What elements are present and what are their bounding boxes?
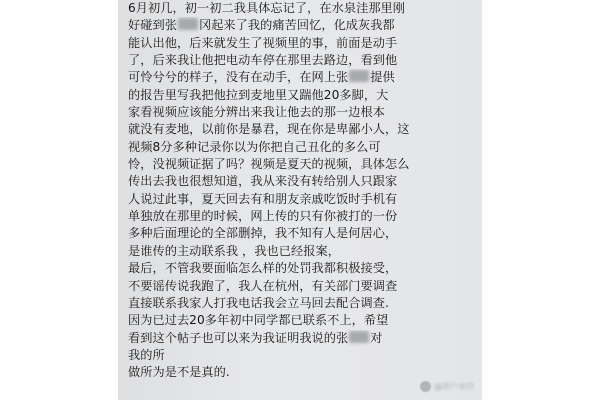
post-line: 能认出他，后来就发生了视频里的事，前面是动手 bbox=[128, 35, 398, 50]
weibo-logo-icon bbox=[420, 381, 431, 392]
post-line: 传出去我也很想知道，我从来没有转给别人只跟家 bbox=[128, 174, 398, 189]
redacted-name bbox=[349, 331, 369, 343]
post-line: 好碰到张 冈起来了我的痛苦回忆，化成灰我都 bbox=[128, 18, 395, 33]
post-line: 看到这个帖子也可以来为我证明我说的张 对 bbox=[128, 330, 383, 345]
post-line: 直接联系我家人打我电话我会立马回去配合调查. bbox=[128, 295, 389, 310]
post-line: 不要谣传说我跑了，我人在杭州，有关部门要调查 bbox=[128, 278, 398, 293]
post-line: 了，后来我让他把电动车停在那里去路边，看到他 bbox=[128, 53, 398, 68]
post-line: 做所为是不是真的. bbox=[128, 365, 230, 380]
post-line: 最后，不管我要面临怎么样的处罚我都积极接受， bbox=[128, 261, 398, 276]
post-line: 多种后面理论的全部删掉，我不知有人是何居心， bbox=[128, 226, 398, 241]
post-line: 家看视频应该能分辨出来我让他去的那一边根本 bbox=[128, 105, 385, 120]
redacted-name bbox=[349, 70, 369, 82]
post-line: 因为已过去20多年初中同学都已联系不上，希望 bbox=[128, 313, 389, 328]
watermark-text: @用户水印 bbox=[434, 382, 474, 391]
post-body bbox=[128, 0, 480, 382]
post-line: 是谁传的主动联系我 ，我也已经报案， bbox=[128, 243, 340, 258]
phone-note-screenshot bbox=[118, 0, 482, 400]
post-line: 6月初几，初一初二我具体忘记了，在水泉洼那里刚 bbox=[128, 1, 406, 15]
post-line: 人说过此事，夏天回去有和朋友亲戚吃饭时手机有 bbox=[128, 191, 398, 206]
post-line: 怜，没视频证据了吗？视频是夏天的视频，具体怎么 bbox=[128, 157, 410, 172]
post-line: 可怜兮兮的样子，没有在动手，在网上张 提供 bbox=[128, 70, 395, 85]
post-line: 就没有麦地，以前你是暴君，现在你是卑鄙小人，这 bbox=[128, 122, 410, 137]
redacted-name bbox=[178, 18, 198, 30]
post-line: 的报告里写我把他拉到麦地里又踹他20多脚，大 bbox=[128, 87, 389, 102]
post-line: 我的所 bbox=[128, 347, 165, 362]
post-line: 视频8分多种记录你以为你把自己丑化的多么可 bbox=[128, 139, 381, 154]
post-line: 单独放在那里的时候，网上传的只有你被打的一份 bbox=[128, 209, 398, 224]
watermark bbox=[420, 381, 474, 392]
